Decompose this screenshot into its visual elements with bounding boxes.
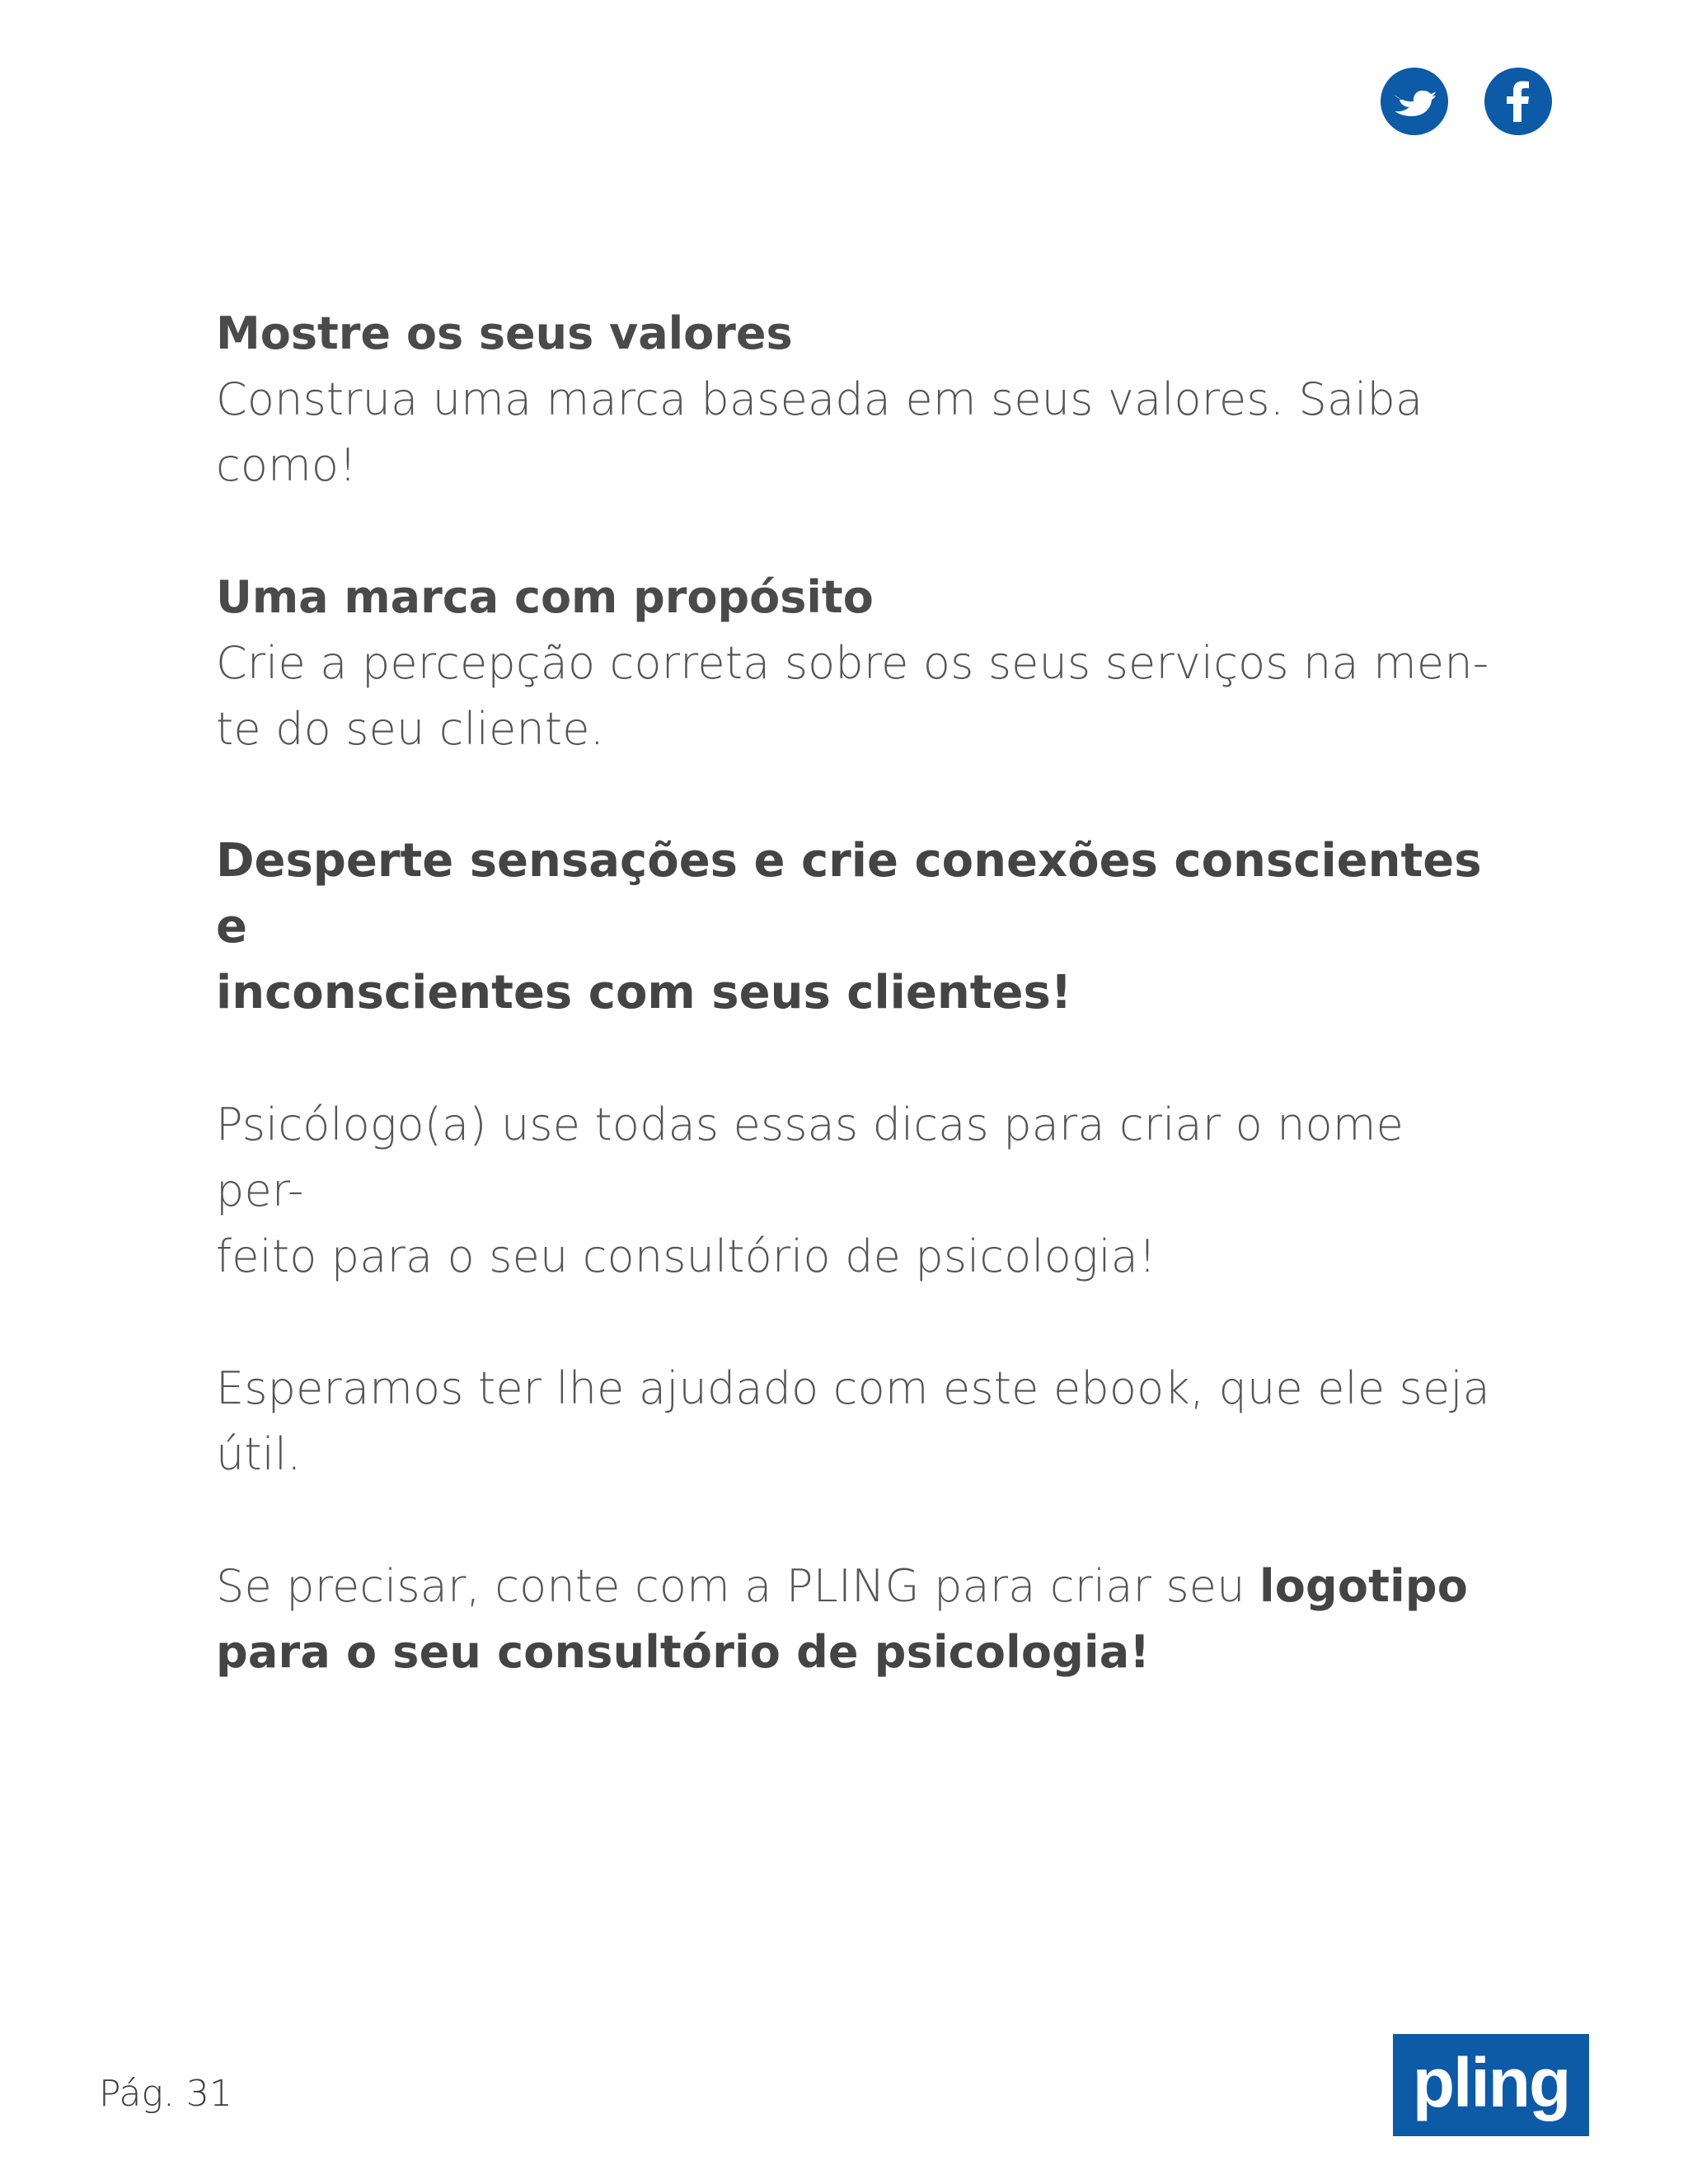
pling-logo: [1393, 2034, 1589, 2136]
page-content: [216, 301, 1502, 1751]
section-valores: [216, 301, 1502, 499]
section-text-line: te do seu cliente.: [216, 703, 605, 755]
cta-plain-text: Se precisar, conte com a PLING para criar seu: [216, 1560, 1259, 1612]
paragraph-ebook: [216, 1356, 1502, 1488]
section-title: Mostre os seus valores: [216, 307, 793, 359]
section-text-line: Crie a percepção correta sobre os seus serviços na men-: [216, 637, 1489, 689]
pling-logo-text: pling: [1412, 2044, 1570, 2121]
paragraph-cta: [216, 1554, 1502, 1685]
cta-link-line[interactable]: para o seu consultório de psicologia!: [216, 1626, 1151, 1678]
paragraph-dicas: [216, 1092, 1502, 1290]
facebook-button[interactable]: [1484, 68, 1552, 135]
paragraph-line: feito para o seu consultório de psicologia!: [216, 1230, 1156, 1282]
section-text-line: Construa uma marca baseada em seus valores. Saiba: [216, 373, 1423, 425]
cta-link[interactable]: logotipo: [1259, 1560, 1469, 1612]
social-links: [1381, 68, 1552, 135]
page-number: Pág. 31: [99, 2073, 232, 2115]
highlight-line: inconscientes com seus clientes!: [216, 966, 1072, 1019]
twitter-button[interactable]: [1381, 68, 1448, 135]
section-proposito: [216, 565, 1502, 762]
section-text-line: como!: [216, 439, 358, 491]
paragraph-line: útil.: [216, 1428, 302, 1480]
twitter-bird-icon: [1392, 85, 1437, 118]
highlight-block: [216, 828, 1502, 1026]
section-title: Uma marca com propósito: [216, 571, 874, 623]
paragraph-line: Esperamos ter lhe ajudado com este ebook, que ele seja: [216, 1362, 1490, 1414]
highlight-line: Desperte sensações e crie conexões conscientes e: [216, 834, 1482, 954]
facebook-f-icon: [1506, 81, 1531, 122]
paragraph-line: [216, 1554, 1502, 1619]
paragraph-line: Psicólogo(a) use todas essas dicas para criar o nome per-: [216, 1099, 1404, 1216]
